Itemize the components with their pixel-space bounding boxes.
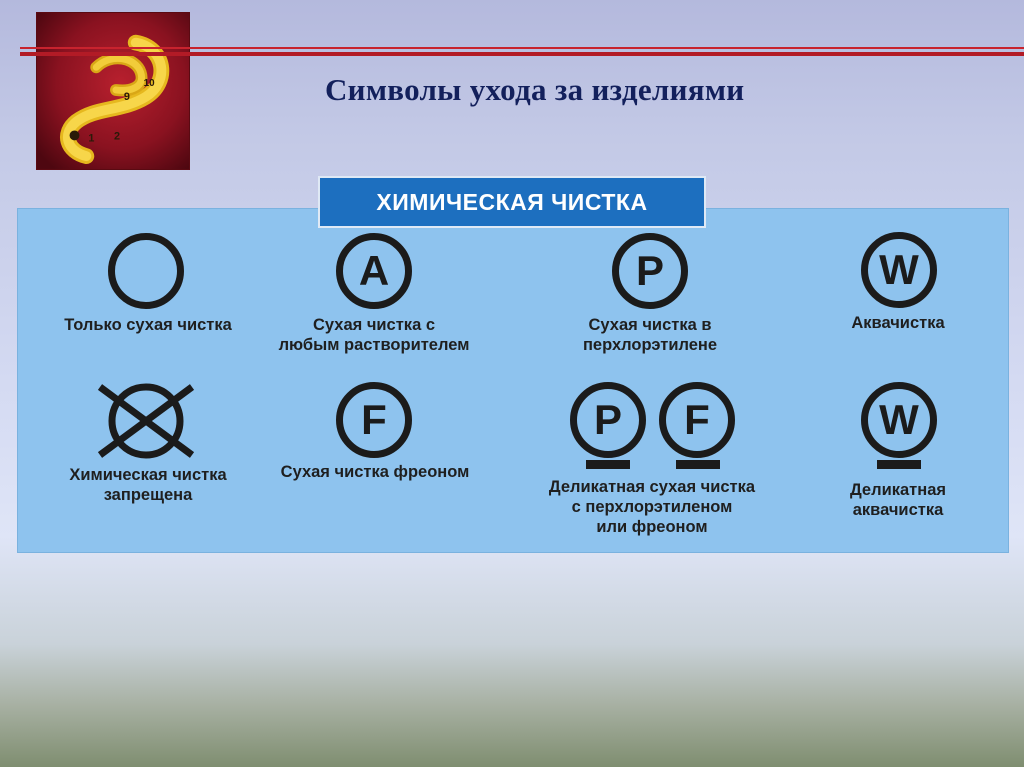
accent-line-thick [20,52,1024,56]
label-line: Химическая чистка [69,466,227,484]
svg-text:2: 2 [113,130,121,143]
delicate-underline [586,460,630,469]
letter-f-glyph: F [361,396,387,443]
label-perchlor [550,315,750,355]
label-delicate-pf [527,477,777,537]
accent-line [20,47,1024,49]
label-only-dry: Только сухая чистка [64,316,232,334]
letter-f-glyph: F [684,396,710,443]
wet-clean-icon [861,232,937,308]
label-freon: Сухая чистка фреоном [280,463,470,481]
label-any-solvent [254,315,494,355]
svg-text:1: 1 [88,132,95,145]
svg-text:9: 9 [123,90,130,103]
label-line: с перхлорэтиленом [571,498,733,516]
slide-title: Символы ухода за изделиями [325,72,745,107]
label-line: запрещена [103,486,193,504]
label-delicate-wet [808,480,988,520]
delicate-freon-icon [659,382,735,458]
section-header: ХИМИЧЕСКАЯ ЧИСТКА [318,176,706,228]
label-wet: Аквачистка [851,314,945,332]
tape-measure-photo [36,12,190,170]
label-line: аквачистка [852,501,944,519]
letter-p-glyph: P [635,247,664,294]
svg-text:10: 10 [143,78,155,90]
delicate-perchlor-icon [570,382,646,458]
dry-clean-circle-icon [108,233,184,309]
letter-p-glyph: P [593,396,622,443]
label-line: Сухая чистка с [312,316,436,334]
label-line: Сухая чистка в [588,316,712,334]
letter-a-glyph: A [358,247,390,294]
label-forbidden [48,465,248,505]
delicate-underline [676,460,720,469]
dry-clean-forbidden-icon [96,383,196,459]
dry-clean-any-solvent-icon [336,233,412,309]
dry-clean-freon-icon [336,382,412,458]
label-line: любым растворителем [278,336,470,354]
label-line: или фреоном [596,518,708,536]
delicate-underline [877,460,921,469]
label-line: Деликатная сухая чистка [548,478,756,496]
delicate-wet-clean-icon [861,382,937,458]
dry-clean-perchlor-icon [612,233,688,309]
label-line: Деликатная [849,481,947,499]
label-line: перхлорэтилене [582,336,718,354]
letter-w-glyph: W [879,396,919,443]
letter-w-glyph: W [879,246,919,293]
